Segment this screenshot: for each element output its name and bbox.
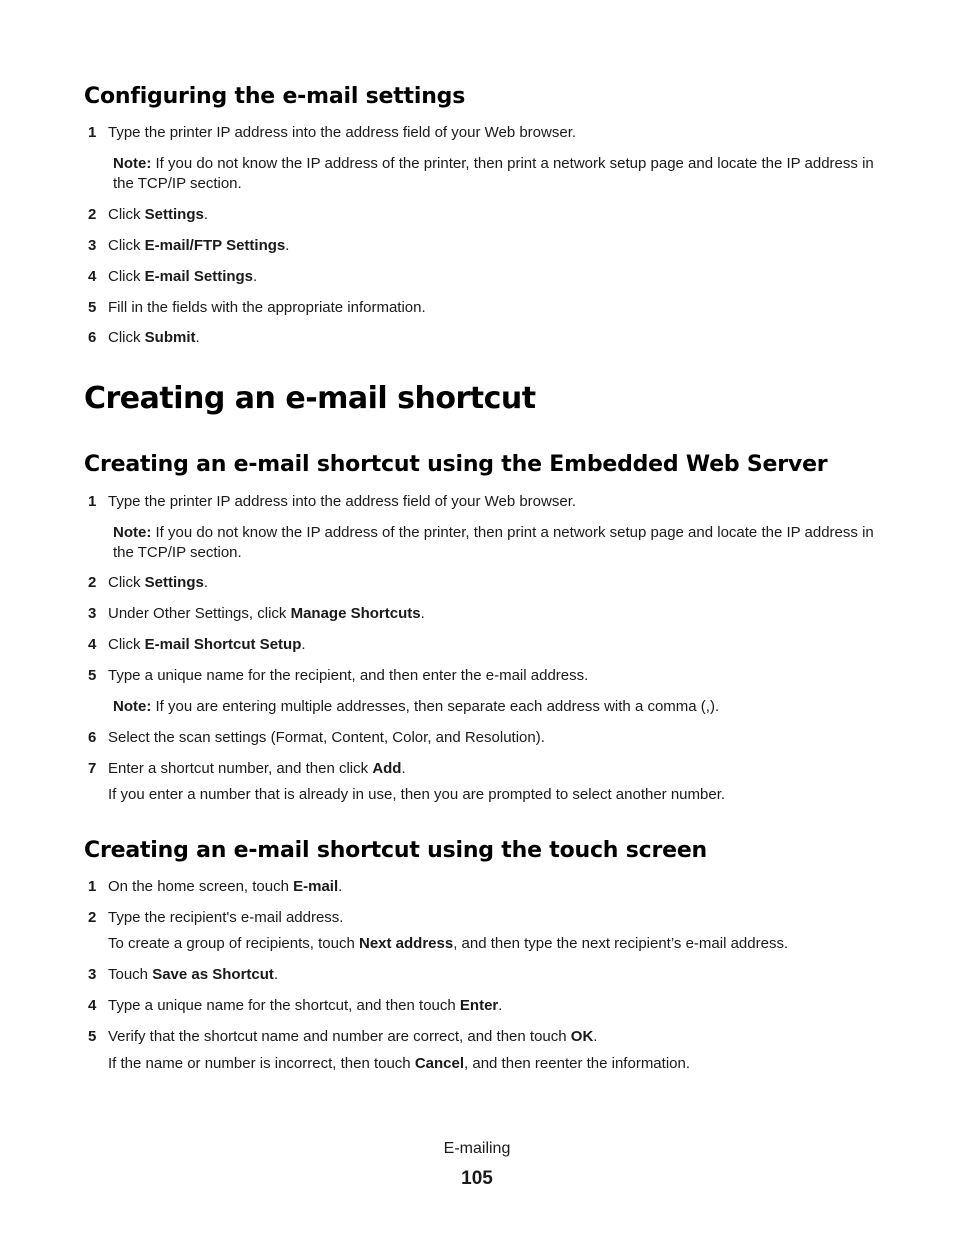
note [113, 523, 883, 562]
step-7-detail: If you enter a number that is already in use, then you are prompted to select another number. [108, 786, 726, 803]
section-title-configuring: Configuring the e-mail settings [84, 84, 466, 109]
step-text: Enter a shortcut number, and then click Add. [108, 760, 406, 777]
note-text: If you do not know the IP address of the printer, then print a network setup page and locate the IP address in the TCP/IP section. [113, 524, 874, 561]
step-text: Type a unique name for the recipient, and then enter the e-mail address. [108, 667, 589, 684]
step-text: Click Settings. [108, 574, 209, 591]
step-text: Click Settings. [108, 206, 209, 223]
note-label: Note: [113, 698, 152, 715]
step-text: Type the printer IP address into the address field of your Web browser. [108, 124, 577, 141]
step-5-detail: If the name or number is incorrect, then touch Cancel, and then reenter the information. [108, 1055, 691, 1072]
note [113, 154, 883, 193]
step-text: Click E-mail/FTP Settings. [108, 237, 290, 254]
step-number: 2 [88, 909, 97, 926]
step-text: Under Other Settings, click Manage Shortcuts. [108, 605, 425, 622]
step-text: Touch Save as Shortcut. [108, 966, 279, 983]
step-number: 5 [88, 1028, 97, 1045]
step-number: 3 [88, 605, 97, 622]
step-text: Type the recipient's e-mail address. [108, 909, 344, 926]
step-number: 7 [88, 760, 97, 777]
note-label: Note: [113, 524, 152, 541]
step-number: 6 [88, 729, 97, 746]
step-number: 1 [88, 878, 97, 895]
step-text: Type the printer IP address into the address field of your Web browser. [108, 493, 577, 510]
step-number: 2 [88, 206, 97, 223]
step-text: Select the scan settings (Format, Content, Color, and Resolution). [108, 729, 545, 746]
step-text: Click E-mail Shortcut Setup. [108, 636, 306, 653]
note-label: Note: [113, 155, 152, 172]
step-text: Type a unique name for the shortcut, and then touch Enter. [108, 997, 503, 1014]
step-number: 4 [88, 997, 97, 1014]
step-2-detail: To create a group of recipients, touch Next address, and then type the next recipient’s e-mail address. [108, 935, 789, 952]
note [113, 697, 883, 717]
step-number: 5 [88, 667, 97, 684]
step-text: Click Submit. [108, 329, 200, 346]
footer-chapter-label: E-mailing [443, 1140, 511, 1157]
note-text: If you do not know the IP address of the printer, then print a network setup page and locate the IP address in the TCP/IP section. [113, 155, 874, 192]
step-number: 1 [88, 493, 97, 510]
step-number: 2 [88, 574, 97, 591]
step-text: Verify that the shortcut name and number are correct, and then touch OK. [108, 1028, 598, 1045]
note-text: If you are entering multiple addresses, then separate each address with a comma (,). [151, 698, 720, 715]
step-text: On the home screen, touch E-mail. [108, 878, 343, 895]
section-title-embedded-web-server: Creating an e-mail shortcut using the Embedded Web Server [84, 452, 828, 477]
step-number: 3 [88, 966, 97, 983]
step-text: Fill in the fields with the appropriate information. [108, 299, 426, 316]
step-number: 4 [88, 636, 97, 653]
step-text: Click E-mail Settings. [108, 268, 258, 285]
step-number: 4 [88, 268, 97, 285]
page-number: 105 [461, 1168, 493, 1189]
step-number: 1 [88, 124, 97, 141]
step-number: 5 [88, 299, 97, 316]
step-number: 6 [88, 329, 97, 346]
section-title-touch-screen: Creating an e-mail shortcut using the touch screen [84, 838, 708, 863]
chapter-title: Creating an e-mail shortcut [84, 381, 536, 416]
step-number: 3 [88, 237, 97, 254]
